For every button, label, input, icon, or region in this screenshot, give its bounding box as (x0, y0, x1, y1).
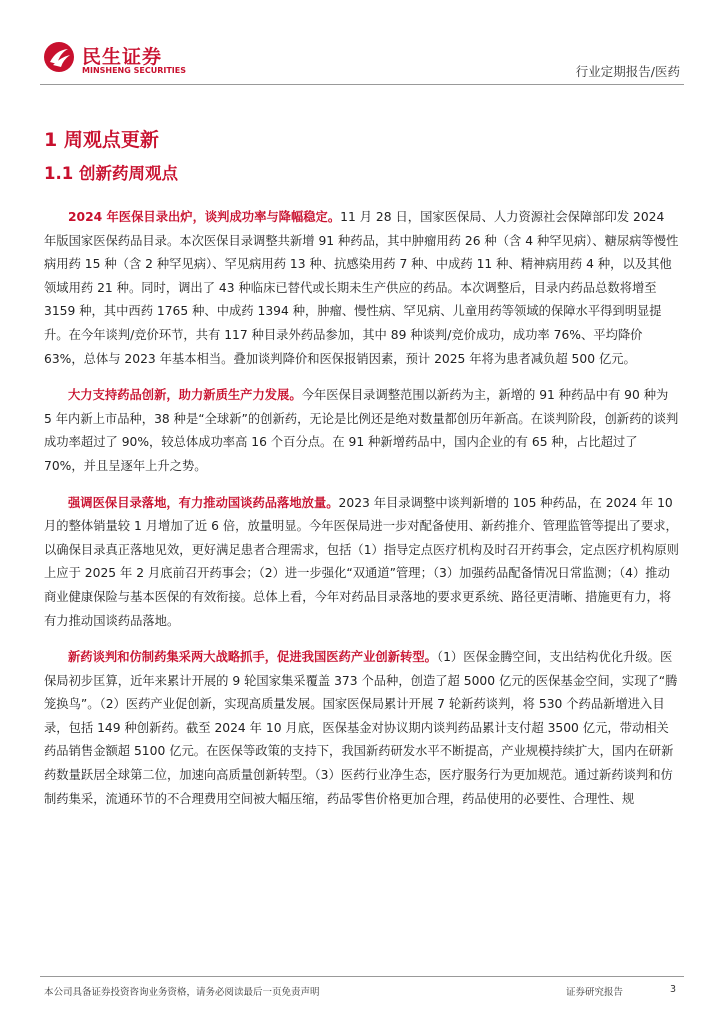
footer-report-label: 证券研究报告 (566, 987, 624, 998)
paragraph-industry-transformation (44, 646, 680, 811)
page-header (0, 0, 724, 90)
paragraph-lead: 强调医保目录落地，有力推动国谈药品落地放量。 (68, 495, 339, 510)
paragraph-catalog-implementation (44, 492, 680, 634)
paragraph-lead: 大力支持药品创新，助力新质生产力发展。 (68, 388, 302, 403)
header-divider (40, 84, 684, 85)
section-heading: 1 周观点更新 (44, 129, 159, 151)
paragraph-text: 11 月 28 日，国家医保局、人力资源社会保障部印发 2024 年版国家医保药品目录。本次医保目录调整共新增 91 种药品，其中肿瘤用药 26 种（含 4 种罕见病）、糖尿病等慢性病用药 15 种（含 2 种罕见病）、罕见病用药 13 种、抗感染用药 7 种、中成药 11 种、精神病用药 4 种，以及其他领域用药 21 种。同时，调出了 43 种临床已替代或长期未生产供应的药品。本次调整后，目录内药品总数将增至 3159 种，其中西药 1765 种、中成药 1394 种，肿瘤、慢性病、罕见病、儿童用药等领域的保障水平得到明显提升。在今年谈判/竞价环节，共有 117 种目录外药品参加，其中 89 种谈判/竞价成功，成功率 76%、平均降价 63%，总体与 2023 年基本相当。叠加谈判降价和医保报销因素，预计 2025 年将为患者减负超 500 亿元。 (44, 210, 679, 366)
paragraph-lead: 新药谈判和仿制药集采两大战略抓手，促进我国医药产业创新转型。 (68, 650, 437, 665)
paragraph-text: 今年医保目录调整范围以新药为主，新增的 91 种药品中有 90 种为 5 年内新上市品种，38 种是“全球新”的创新药，无论是比例还是绝对数量都创历年新高。在谈判阶段，创新药的谈判成功率超过了 90%，较总体成功率高 16 个百分点。在 91 种新增药品中，国内企业的有 65 种，占比超过了 70%，并且呈逐年上升之势。 (44, 388, 679, 473)
footer-divider (40, 976, 684, 977)
paragraph-text: （1）医保金腾空间，支出结构优化升级。医保局初步匡算，近年来累计开展的 9 轮国家集采覆盖 373 个品种，创造了超 5000 亿元的医保基金空间，实现了“腾笼换鸟”。（2）医药产业促创新，实现高质量发展。国家医保局累计开展 7 轮新药谈判，将 530 个药品新增进入目录，包括 149 种创新药。截至 2024 年 10 月底，医保基金对协议期内谈判药品累计支付超 3500 亿元，带动相关药品销售金额超 5100 亿元。在医保等政策的支持下，我国新药研发水平不断提高，产业规模持续扩大，国内在研新药数量跃居全球第二位，加速向高质量创新转型。（3）医药行业净生态，医疗服务行为更加规范。通过新药谈判和仿制药集采，流通环节的不合理费用空间被大幅压缩，药品零售价格更加合理，药品使用的必要性、合理性、规 (44, 650, 678, 806)
brand-name-cn: 民生证券 (82, 46, 163, 68)
report-body (44, 206, 680, 824)
paragraph-innovation-support (44, 384, 680, 478)
footer-disclaimer: 本公司具备证券投资咨询业务资格，请务必阅读最后一页免责声明 (44, 987, 320, 998)
paragraph-text: 2023 年目录调整中谈判新增的 105 种药品，在 2024 年 10 月的整体销量较 1 月增加了近 6 倍，放量明显。今年医保局进一步对配备使用、新药推介、管理监管等提出了要求，以确保目录真正落地见效，更好满足患者合理需求，包括（1）指导定点医疗机构及时召开药事会，定点医疗机构原则上应于 2025 年 2 月底前召开药事会；（2）进一步强化“双通道”管理；（3）加强药品配备情况日常监测；（4）推动商业健康保险与基本医保的有效衔接。总体上看，今年对药品目录落地的要求更系统、路径更清晰、措施更有力，将有力推动国谈药品落地。 (44, 495, 679, 628)
page-number: 3 (670, 984, 677, 995)
minsheng-logo-icon (42, 40, 76, 74)
paragraph-drug-catalog (44, 206, 680, 371)
report-type-label: 行业定期报告/医药 (575, 64, 680, 79)
paragraph-lead: 2024 年医保目录出炉，谈判成功率与降幅稳定。 (68, 210, 341, 224)
brand-name-en: MINSHENG SECURITIES (82, 66, 186, 75)
subsection-heading: 1.1 创新药周观点 (44, 164, 178, 183)
